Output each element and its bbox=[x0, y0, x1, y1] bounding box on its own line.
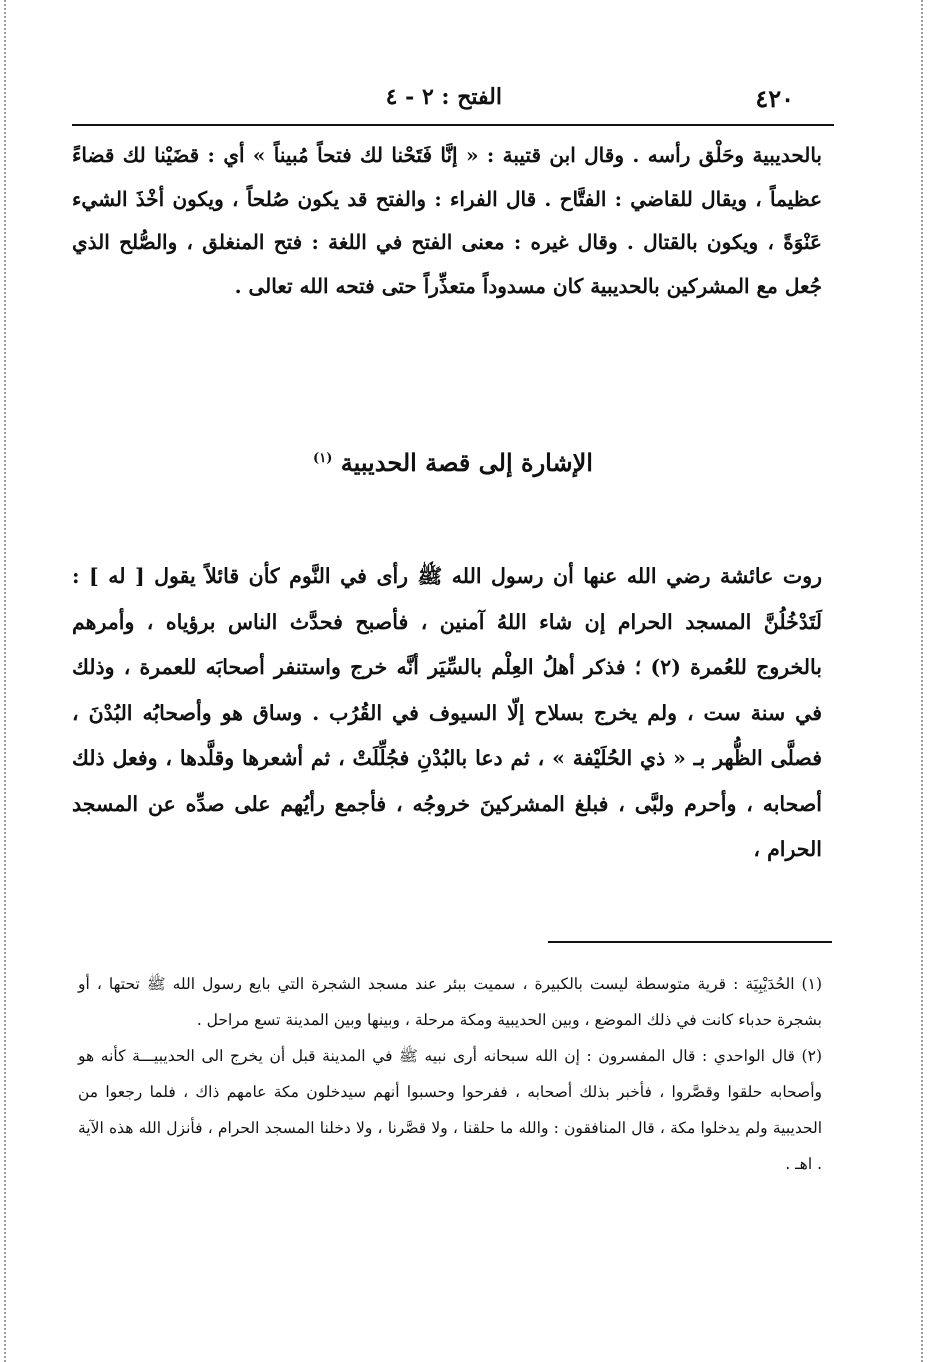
footnote-rule bbox=[548, 941, 832, 943]
header-rule bbox=[72, 124, 834, 126]
footnotes bbox=[78, 966, 822, 1182]
running-head: الفتح : ٢ - ٤ bbox=[385, 84, 502, 110]
page-number: ٤٢٠ bbox=[755, 84, 794, 113]
section-title bbox=[72, 448, 834, 477]
story-paragraph: روت عائشة رضي الله عنها أن رسول الله ﷺ رأى في النَّوم كأن قائلاً يقول [ له ] : لَتَدْخُلُنَّ المسجد الحرام إن شاء اللهُ آمنين ، فأصبح فحدَّث الناس برؤياه ، وأمرهم بالخروج للعُمرة (٢) ؛ فذكر أهلُ العِلْم بالسِّيَر أنَّه خرج واستنفر أصحابَه للعمرة ، وذلك في سنة ست ، ولم يخرج بسلاح إلّا السيوف في القُرُب . وساق هو وأصحابُه البُدْنَ ، فصلَّى الظُّهر بـ « ذي الحُلَيْفة » ، ثم دعا بالبُدْنِ فجُلِّلَتْ ، ثم أشعرها وقلَّدها ، وفعل ذلك أصحابه ، وأحرم ولبَّى ، فبلغ المشركينَ خروجُه ، فأجمع رأيُهم على صدِّه عن المسجد الحرام ، bbox=[72, 564, 822, 861]
footnote-ref-1: (١) bbox=[313, 451, 333, 466]
scan-edge-right bbox=[921, 0, 923, 1362]
footnote-1: (١) الحُدَيْبِيَة : قرية متوسطة ليست بالكبيرة ، سميت ببئر عند مسجد الشجرة التي بايع رسول الله ﷺ تحتها ، أو بشجرة حدباء كانت في ذلك الموضع ، وبين الحديبية ومكة مرحلة ، وبينها وبين المدينة تسع مراحل . bbox=[78, 975, 822, 1029]
footnote-2: (٢) قال الواحدي : قال المفسرون : إن الله سبحانه أرى نبيه ﷺ في المدينة قبل أن يخرج الى الحديبيـــة كأنه هو وأصحابه حلقوا وقصَّروا ، فأخبر بذلك أصحابه ، ففرحوا وحسبوا أنهم سيدخلون مكة عامهم ذاك ، فلما رجعوا من الحديبية ولم يدخلوا مكة ، قال المنافقون : والله ما حلقنا ، ولا قصَّرنا ، ولا دخلنا المسجد الحرام ، فأنزل الله هذه الآية . اهـ . bbox=[78, 1047, 823, 1173]
scan-edge-left bbox=[4, 0, 6, 1362]
section-title-text: الإشارة إلى قصة الحديبية bbox=[340, 448, 593, 477]
intro-paragraph: بالحديبية وحَلْق رأسه . وقال ابن قتيبة : « إنَّا فَتَحْنا لك فتحاً مُبيناً » أي : قضَيْنا لك قضاءً عظيماً ، ويقال للقاضي : الفتَّاح . قال الفراء : والفتح قد يكون صُلحاً ، ويكون أخْذَ الشيء عَنْوَةً ، ويكون بالقتال . وقال غيره : معنى الفتح في اللغة : فتح المنغلق ، والصُّلح الذي جُعل مع المشركين بالحديبية كان مسدوداً متعذِّراً حتى فتحه الله تعالى . bbox=[72, 143, 823, 298]
page-header bbox=[72, 84, 834, 118]
